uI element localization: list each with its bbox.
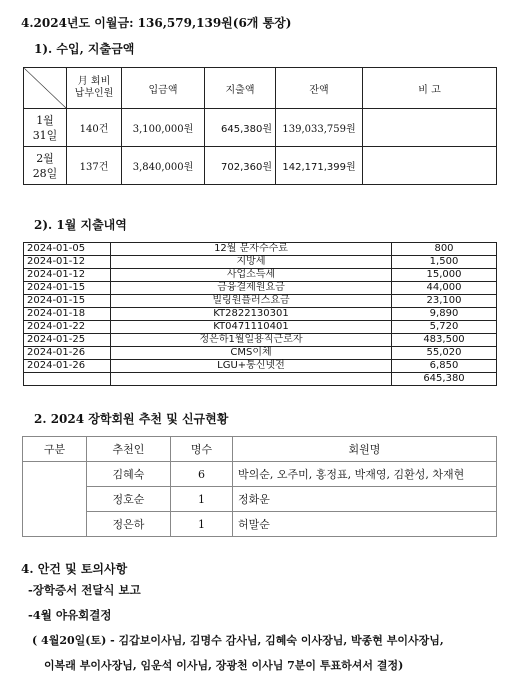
row-date: 2024-01-26 <box>24 347 111 360</box>
table-row <box>24 347 497 360</box>
diagonal-header-cell <box>24 68 67 109</box>
table-row <box>24 269 497 282</box>
row-desc: 빌링원플러스요금 <box>111 295 392 308</box>
header-expense: 지출액 <box>205 68 276 109</box>
row-date: 2024-01-15 <box>24 282 111 295</box>
agenda-item: -장학증서 전달식 보고 <box>28 583 141 597</box>
scholarship-member-table <box>22 436 497 537</box>
row-date: 2024-01-12 <box>24 269 111 282</box>
row-amount: 9,890 <box>392 308 497 321</box>
table-row <box>23 512 497 537</box>
row-amount: 483,500 <box>392 334 497 347</box>
table-header-row <box>23 437 497 462</box>
row-desc: KT2822130301 <box>111 308 392 321</box>
table-row <box>24 308 497 321</box>
table-row <box>24 321 497 334</box>
agenda-detail: ( 4월20일(토) - 김갑보이사님, 김명수 감사님, 김혜숙 이사장님, 박종현 부이사장님, <box>32 634 444 647</box>
table-row <box>24 243 497 256</box>
table-row <box>24 360 497 373</box>
table-row <box>24 256 497 269</box>
row-amount: 800 <box>392 243 497 256</box>
section3-title: 2. 2024 장학회원 추천 및 신규현황 <box>34 412 229 426</box>
table-row <box>24 282 497 295</box>
row-count: 1 <box>171 487 233 512</box>
header-members: 月 회비 납부인원 <box>67 68 122 109</box>
row-count: 6 <box>171 462 233 487</box>
row-members: 허말순 <box>233 512 497 537</box>
row-amount: 55,020 <box>392 347 497 360</box>
row-desc: LGU+통신넷전 <box>111 360 392 373</box>
row-members: 정화운 <box>233 487 497 512</box>
total-row <box>24 373 497 386</box>
row-recommender: 정호순 <box>87 487 171 512</box>
row-count: 137건 <box>67 147 122 185</box>
row-amount: 44,000 <box>392 282 497 295</box>
agenda-block <box>28 578 444 678</box>
section1-title: 1). 수입, 지출금액 <box>34 42 135 56</box>
row-date: 2024-01-26 <box>24 360 111 373</box>
table-row <box>24 295 497 308</box>
header-members: 회원명 <box>233 437 497 462</box>
row-desc: 금융결제원요금 <box>111 282 392 295</box>
agenda-detail: 이복래 부이사장님, 임운석 이사님, 장광천 이사님 7분이 투표하셔서 결정) <box>44 659 404 672</box>
table-row <box>23 487 497 512</box>
header-balance: 잔액 <box>276 68 363 109</box>
row-date: 2024-01-25 <box>24 334 111 347</box>
row-amount: 5,720 <box>392 321 497 334</box>
row-date: 2024-01-15 <box>24 295 111 308</box>
table-row <box>24 147 497 185</box>
section2-title: 2). 1월 지출내역 <box>34 218 127 232</box>
total-amount: 645,380 <box>392 373 497 386</box>
row-date: 2024-01-12 <box>24 256 111 269</box>
row-desc: 12월 문자수수료 <box>111 243 392 256</box>
row-recommender: 김혜숙 <box>87 462 171 487</box>
row-amount: 23,100 <box>392 295 497 308</box>
row-note <box>363 147 497 185</box>
header-note: 비 고 <box>363 68 497 109</box>
row-balance: 139,033,759원 <box>276 109 363 147</box>
row-amount: 6,850 <box>392 360 497 373</box>
row-expense: 702,360원 <box>205 147 276 185</box>
carryover-heading: 4.2024년도 이월금: 136,579,139원(6개 통장) <box>21 16 292 30</box>
row-date: 1월 31일 <box>24 109 67 147</box>
agenda-item: -4월 야유회결정 <box>28 608 112 622</box>
row-date: 2월 28일 <box>24 147 67 185</box>
header-category: 구분 <box>23 437 87 462</box>
row-desc: 사업소득세 <box>111 269 392 282</box>
row-deposit: 3,840,000원 <box>122 147 205 185</box>
row-count: 1 <box>171 512 233 537</box>
row-desc: KT0471110401 <box>111 321 392 334</box>
total-date-cell <box>24 373 111 386</box>
section4-title: 4. 안건 및 토의사항 <box>21 562 128 576</box>
row-date: 2024-01-18 <box>24 308 111 321</box>
header-recommender: 추천인 <box>87 437 171 462</box>
category-cell <box>23 462 87 537</box>
row-count: 140건 <box>67 109 122 147</box>
table-row <box>24 334 497 347</box>
row-amount: 1,500 <box>392 256 497 269</box>
header-deposit: 입금액 <box>122 68 205 109</box>
row-members: 박의순, 오주미, 홍정표, 박재영, 김환성, 차재현 <box>233 462 497 487</box>
income-expense-table <box>23 67 497 185</box>
row-desc: CMS이체 <box>111 347 392 360</box>
row-desc: 정은하1월일용직근로자 <box>111 334 392 347</box>
header-count: 명수 <box>171 437 233 462</box>
row-amount: 15,000 <box>392 269 497 282</box>
expense-detail-table <box>23 242 497 386</box>
row-balance: 142,171,399원 <box>276 147 363 185</box>
row-desc: 지방세 <box>111 256 392 269</box>
table-header-row <box>24 68 497 109</box>
total-desc-cell <box>111 373 392 386</box>
row-deposit: 3,100,000원 <box>122 109 205 147</box>
table-row <box>23 462 497 487</box>
row-note <box>363 109 497 147</box>
row-expense: 645,380원 <box>205 109 276 147</box>
row-date: 2024-01-05 <box>24 243 111 256</box>
table-row <box>24 109 497 147</box>
row-recommender: 정은하 <box>87 512 171 537</box>
row-date: 2024-01-22 <box>24 321 111 334</box>
